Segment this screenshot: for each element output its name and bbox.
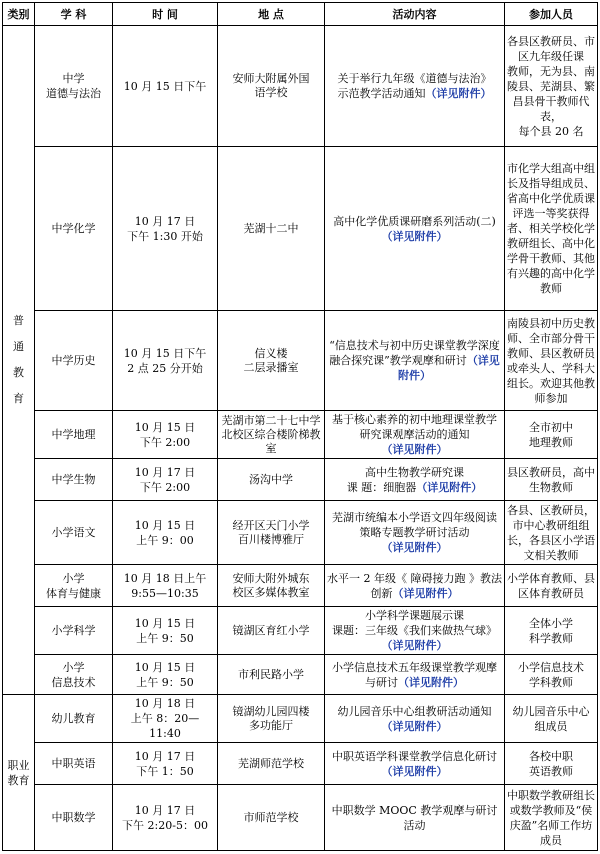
subject-cell bbox=[35, 785, 113, 851]
participants-line: 地理教师 bbox=[529, 435, 573, 449]
participants-line: 全市初中 bbox=[529, 420, 573, 434]
participants-line: 每个县 20 名 bbox=[518, 124, 584, 138]
content-line: 小学科学课题展示课 bbox=[365, 609, 464, 622]
participants-cell bbox=[505, 26, 598, 147]
participants-cell bbox=[505, 565, 598, 607]
subject-cell bbox=[35, 565, 113, 607]
place-cell bbox=[218, 411, 325, 459]
place-cell bbox=[218, 695, 325, 743]
table-row bbox=[3, 607, 598, 655]
header-category: 类别 bbox=[3, 3, 35, 26]
participants-cell bbox=[505, 695, 598, 743]
time-line: 10 月 15 日 bbox=[134, 518, 196, 532]
subject-cell bbox=[35, 147, 113, 311]
attachment-link[interactable]: （详见附件） bbox=[381, 719, 448, 733]
participants-line: 各县、区教研员，市中心教研组组长，各县区小学语文相关教师 bbox=[507, 503, 595, 562]
time-cell bbox=[113, 311, 218, 411]
place-line: 芜湖市第二十七中学北校区综合楼阶梯教室 bbox=[221, 413, 321, 455]
content-cell bbox=[325, 147, 505, 311]
content-line: 幼儿园音乐中心组教研活动通知 bbox=[337, 704, 492, 718]
time-line: 10 月 17 日 bbox=[134, 465, 196, 479]
table-row bbox=[3, 695, 598, 743]
content-line: 中职英语学科课堂教学信息化研讨 bbox=[332, 749, 497, 763]
time-line: 10 月 17 日 bbox=[134, 749, 196, 763]
time-line: 10 月 17 日 bbox=[134, 803, 196, 817]
content-line: “信息技术与初中历史课堂教学深度融合探究课”教学观摩和研讨 bbox=[329, 339, 500, 367]
schedule-table bbox=[2, 2, 598, 851]
subject-line: 中学地理 bbox=[51, 428, 96, 441]
time-cell bbox=[113, 785, 218, 851]
place-line: 二层录播室 bbox=[243, 360, 299, 374]
time-line: 下午 2:00 bbox=[139, 435, 191, 449]
time-line: 2 点 25 分开始 bbox=[127, 361, 203, 375]
subject-line: 道德与法治 bbox=[46, 87, 101, 100]
time-cell bbox=[113, 655, 218, 695]
subject-cell bbox=[35, 695, 113, 743]
participants-line: 学科教师 bbox=[529, 675, 573, 689]
time-line: 上午 9：50 bbox=[136, 675, 194, 689]
time-cell bbox=[113, 501, 218, 565]
participants-line: 英语教师 bbox=[529, 764, 573, 778]
attachment-link[interactable]: （详见附件） bbox=[381, 443, 448, 456]
content-line: 基于核心素养的初中地理课堂教学研究课观摩活动的通知 bbox=[332, 413, 497, 441]
participants-line: 县区教研员，高中 bbox=[507, 465, 595, 479]
subject-line: 小学 bbox=[62, 660, 85, 674]
subject-cell bbox=[35, 743, 113, 785]
category-cell bbox=[3, 26, 35, 695]
content-cell bbox=[325, 501, 505, 565]
attachment-link[interactable]: （详见附件） bbox=[425, 87, 492, 100]
time-cell bbox=[113, 607, 218, 655]
content-cell bbox=[325, 655, 505, 695]
participants-line: 各县区教研员、市区九年级任课 bbox=[507, 34, 595, 63]
subject-line: 幼儿教育 bbox=[51, 712, 96, 725]
header-participants: 参加人员 bbox=[505, 3, 598, 26]
place-line: 经开区天门小学 bbox=[232, 518, 310, 532]
category-line: 育 bbox=[13, 392, 24, 405]
table-row bbox=[3, 785, 598, 851]
subject-cell bbox=[35, 26, 113, 147]
table-row bbox=[3, 411, 598, 459]
place-cell bbox=[218, 785, 325, 851]
content-cell bbox=[325, 565, 505, 607]
content-line: 小学信息技术五年级课堂教学观摩与研讨 bbox=[332, 660, 497, 689]
place-line: 市师范学校 bbox=[243, 810, 299, 824]
time-cell bbox=[113, 26, 218, 147]
category-cell bbox=[3, 695, 35, 851]
content-line: 高中生物教学研究课 bbox=[365, 465, 464, 479]
subject-line: 体育与健康 bbox=[46, 586, 101, 600]
table-row bbox=[3, 501, 598, 565]
time-line: 9:55—10:35 bbox=[131, 586, 199, 600]
participants-line: 生物教师 bbox=[529, 480, 573, 494]
place-line: 信义楼 bbox=[254, 346, 288, 360]
time-line: 上午 9：50 bbox=[136, 631, 194, 645]
participants-cell bbox=[505, 311, 598, 411]
subject-line: 小学语文 bbox=[51, 526, 96, 539]
content-line: 芜湖市统编本小学语文四年级阅读策略专题教学研讨活动 bbox=[332, 511, 497, 539]
participants-cell bbox=[505, 607, 598, 655]
place-cell bbox=[218, 147, 325, 311]
place-cell bbox=[218, 26, 325, 147]
participants-line: 中职数学教研组长或数学教师及“侯庆盈”名师工作坊成员 bbox=[507, 788, 595, 847]
place-line: 百川楼博雅厅 bbox=[238, 532, 304, 546]
place-line: 校区多媒体教室 bbox=[232, 585, 310, 599]
table-row bbox=[3, 311, 598, 411]
participants-line: 市化学大组高中组长及指导组成员、省高中化学优质课评选一等奖获得者、相关学校化学教研组长、高中化学骨干教师、其他有兴趣的高中化学教师 bbox=[507, 162, 595, 295]
place-cell bbox=[218, 311, 325, 411]
content-line: 关于举行九年级《道德与法治》 bbox=[337, 72, 492, 85]
content-cell bbox=[325, 459, 505, 501]
place-cell bbox=[218, 743, 325, 785]
time-line: 10 月 15 日 bbox=[134, 616, 196, 630]
participants-cell bbox=[505, 655, 598, 695]
content-line: 高中化学优质课研磨系列活动(二) bbox=[333, 214, 496, 228]
subject-line: 小学 bbox=[62, 571, 85, 585]
time-line: 上午 9：00 bbox=[136, 533, 194, 547]
time-line: 下午 1：50 bbox=[136, 764, 194, 778]
attachment-link[interactable]: （详见附件） bbox=[398, 354, 500, 382]
place-line: 芜湖十二中 bbox=[243, 221, 299, 235]
content-line: 水平一 2 年级《 障碍接力跑 》教法创新 bbox=[327, 571, 502, 600]
time-line: 10 月 18 日 bbox=[134, 697, 196, 710]
subject-cell bbox=[35, 501, 113, 565]
place-cell bbox=[218, 607, 325, 655]
content-line: 课题：三年级《我们来做热气球》 bbox=[332, 624, 497, 637]
participants-line: 小学信息技术 bbox=[518, 660, 584, 674]
participants-cell bbox=[505, 785, 598, 851]
table-row bbox=[3, 147, 598, 311]
table-row bbox=[3, 565, 598, 607]
place-line: 安师大附外城东 bbox=[232, 571, 310, 585]
time-cell bbox=[113, 459, 218, 501]
subject-cell bbox=[35, 459, 113, 501]
header-place: 地 点 bbox=[218, 3, 325, 26]
subject-line: 中职数学 bbox=[51, 811, 96, 824]
place-line: 市利民路小学 bbox=[238, 667, 304, 681]
time-cell bbox=[113, 743, 218, 785]
participants-line: 南陵县初中历史教师、全市部分骨干教师、县区教研员或牵头人、学科大组长。欢迎其他教师参加 bbox=[507, 316, 595, 405]
time-cell bbox=[113, 147, 218, 311]
subject-line: 中学 bbox=[62, 72, 85, 85]
attachment-link[interactable]: （详见附件） bbox=[381, 229, 448, 243]
attachment-link[interactable]: （详见附件） bbox=[392, 586, 459, 600]
attachment-link[interactable]: （详见附件） bbox=[398, 675, 464, 689]
category-line: 职业 bbox=[7, 758, 30, 772]
place-line: 安师大附属外国 bbox=[232, 72, 310, 85]
time-cell bbox=[113, 565, 218, 607]
participants-cell bbox=[505, 459, 598, 501]
subject-line: 中学生物 bbox=[51, 473, 96, 486]
time-line: 下午 1:30 开始 bbox=[127, 229, 203, 243]
table-row bbox=[3, 26, 598, 147]
place-line: 芜湖师范学校 bbox=[238, 756, 304, 770]
table-row bbox=[3, 459, 598, 501]
participants-cell bbox=[505, 411, 598, 459]
attachment-link[interactable]: （详见附件） bbox=[381, 764, 448, 778]
time-line: 下午 2:00 bbox=[139, 480, 191, 494]
table-row bbox=[3, 743, 598, 785]
content-cell bbox=[325, 695, 505, 743]
participants-cell bbox=[505, 501, 598, 565]
content-cell bbox=[325, 607, 505, 655]
content-cell bbox=[325, 785, 505, 851]
content-line: 示范教学活动通知 bbox=[337, 87, 426, 100]
subject-line: 中职英语 bbox=[51, 757, 96, 770]
place-line: 语学校 bbox=[254, 86, 288, 99]
time-line: 10 月 15 日 bbox=[134, 660, 196, 674]
category-line: 普 bbox=[13, 314, 24, 327]
content-line: 中职数学 MOOC 教学观摩与研讨 bbox=[331, 803, 498, 817]
place-cell bbox=[218, 459, 325, 501]
content-cell bbox=[325, 411, 505, 459]
place-cell bbox=[218, 501, 325, 565]
content-line: 课 题：细胞器 bbox=[346, 480, 417, 494]
content-cell bbox=[325, 743, 505, 785]
attachment-link[interactable]: （详见附件） bbox=[416, 480, 483, 494]
subject-cell bbox=[35, 311, 113, 411]
place-line: 多功能厅 bbox=[249, 718, 293, 732]
category-line: 通 bbox=[13, 340, 24, 353]
time-line: 上午 8：20—11:40 bbox=[130, 712, 200, 740]
participants-line: 科学教师 bbox=[529, 631, 573, 645]
time-line: 10 月 18 日上午 bbox=[123, 571, 207, 585]
time-line: 10 月 15 日 bbox=[134, 420, 196, 434]
attachment-link[interactable]: （详见附件） bbox=[381, 541, 448, 554]
place-line: 汤沟中学 bbox=[249, 472, 293, 486]
time-cell bbox=[113, 411, 218, 459]
attachment-link[interactable]: （详见附件） bbox=[381, 639, 448, 652]
header-content: 活动内容 bbox=[325, 3, 505, 26]
header-row bbox=[3, 3, 598, 26]
participants-line: 全体小学 bbox=[529, 616, 573, 630]
participants-cell bbox=[505, 743, 598, 785]
table-row bbox=[3, 655, 598, 695]
participants-line: 教师，无为县、南陵县、芜湖县、繁昌县骨干教师代表， bbox=[507, 64, 595, 123]
place-cell bbox=[218, 565, 325, 607]
participants-cell bbox=[505, 147, 598, 311]
place-cell bbox=[218, 655, 325, 695]
time-line: 10 月 15 日下午 bbox=[123, 79, 207, 93]
participants-line: 各校中职 bbox=[529, 749, 573, 763]
subject-cell bbox=[35, 411, 113, 459]
subject-cell bbox=[35, 607, 113, 655]
content-cell bbox=[325, 311, 505, 411]
time-cell bbox=[113, 695, 218, 743]
category-line: 教 bbox=[13, 366, 24, 379]
header-time: 时 间 bbox=[113, 3, 218, 26]
place-line: 镜湖幼儿园四楼 bbox=[232, 704, 310, 718]
participants-line: 幼儿园音乐中心 bbox=[512, 704, 590, 718]
category-line: 教育 bbox=[7, 773, 30, 787]
participants-line: 小学体育教师、县区体育教研员 bbox=[507, 571, 595, 600]
content-cell bbox=[325, 26, 505, 147]
participants-line: 组成员 bbox=[534, 719, 568, 733]
header-subject: 学 科 bbox=[35, 3, 113, 26]
content-line: 活动 bbox=[403, 818, 426, 832]
place-line: 镜湖区育红小学 bbox=[232, 623, 310, 637]
time-line: 10 月 15 日下午 bbox=[123, 346, 207, 360]
time-line: 下午 2:20-5：00 bbox=[122, 818, 208, 832]
subject-cell bbox=[35, 655, 113, 695]
schedule-body bbox=[3, 26, 598, 851]
subject-line: 中学化学 bbox=[51, 222, 96, 235]
time-line: 10 月 17 日 bbox=[134, 214, 196, 228]
subject-line: 信息技术 bbox=[51, 675, 96, 689]
subject-line: 中学历史 bbox=[51, 354, 96, 367]
subject-line: 小学科学 bbox=[51, 624, 96, 637]
